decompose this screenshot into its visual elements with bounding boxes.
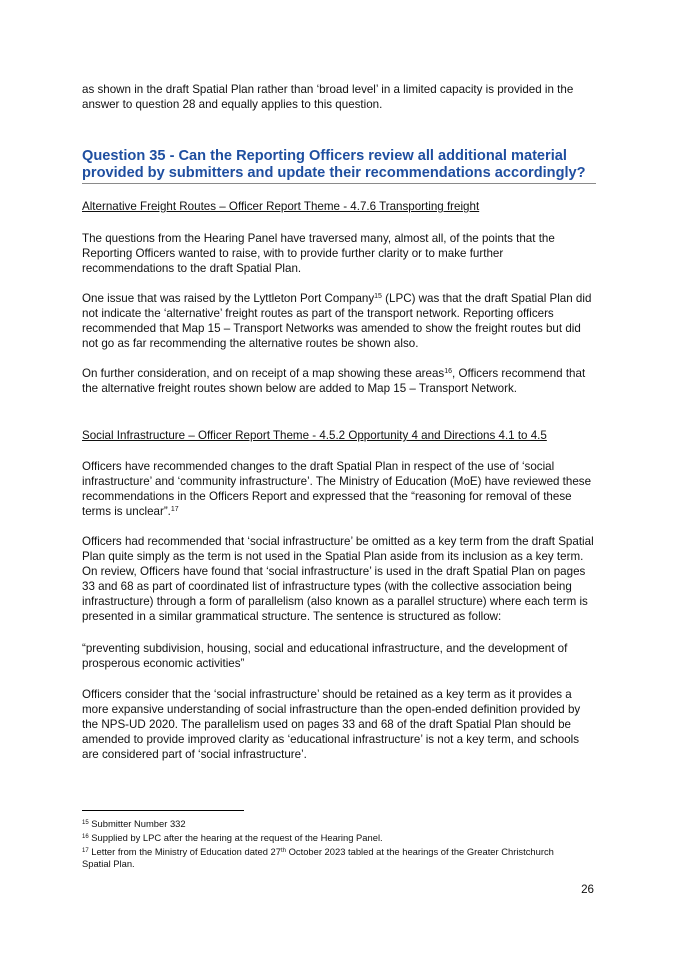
footnote-17: [82, 846, 582, 870]
quoted-sentence: “preventing subdivision, housing, social and educational infrastructure, and the development of prosperous economic activities”: [82, 642, 568, 670]
question-heading: Question 35 - Can the Reporting Officers review all additional material provided by submitters and update their recommendations accordingly?: [82, 148, 586, 181]
footnote-number: 17: [82, 848, 89, 854]
freight-paragraph-1: The questions from the Hearing Panel have traversed many, almost all, of the points that the Reporting Officers wanted to raise, with to provide further clarity or to make further recommendations to the draft Spatial Plan.: [82, 232, 555, 275]
footnote-number: 16: [82, 834, 89, 840]
freight-paragraph-2: [82, 291, 598, 351]
footnote-ref-15: 15: [374, 293, 382, 300]
freight-subheading: Alternative Freight Routes – Officer Report Theme - 4.7.6 Transporting freight: [82, 200, 480, 213]
heading-underline-rule: [82, 183, 596, 184]
freight-paragraph-3-text-b: , Officers recommend that the alternative freight routes shown below are added to Map 15 – Transport Network.: [82, 367, 586, 395]
footnote-ordinal: th: [280, 848, 286, 854]
footnote-ref-16: 16: [444, 368, 452, 375]
freight-paragraph-3: [82, 366, 598, 396]
footnote-ref-17: 17: [170, 506, 179, 513]
social-paragraph-2: Officers had recommended that ‘social infrastructure’ be omitted as a key term from the draft Spatial Plan quite simply as the term is not used in the Spatial Plan aside from its inclusion as a key term. On review, Officers have found that ‘social infrastructure’ is used in the draft Spatial Plan on pages 33 and 68 as part of coordinated list of infrastructure types (with the collective association being infrastructure) through a form of parallelism (also known as a parallel structure) where each term is presented in a similar grammatical structure. The sentence is structured as follow:: [82, 535, 594, 623]
social-subheading: Social Infrastructure – Officer Report Theme - 4.5.2 Opportunity 4 and Directions 4.1 to 4.5: [82, 429, 547, 442]
footnote-16: [82, 832, 582, 844]
footnote-text: Supplied by LPC after the hearing at the request of the Hearing Panel.: [88, 832, 383, 843]
social-paragraph-1: [82, 459, 598, 519]
footnote-text: Submitter Number 332: [88, 818, 186, 829]
intro-paragraph: as shown in the draft Spatial Plan rather than ‘broad level’ in a limited capacity is provided in the answer to question 28 and equally applies to this question.: [82, 83, 574, 111]
footnote-15: [82, 818, 582, 830]
freight-paragraph-2-text-b: (LPC) was that the draft Spatial Plan did not indicate the ‘alternative’ freight routes as part of the transport network. Reporting officers recommended that Map 15 – Transport Networks was amended to show the freight routes but did not go as far recommending the alternative routes be shown also.: [82, 292, 592, 350]
freight-paragraph-2-text-a: One issue that was raised by the Lyttleton Port Company: [82, 292, 375, 305]
footnote-text-b: October 2023 tabled at the hearings of the Greater Christchurch Spatial Plan.: [82, 846, 554, 869]
freight-paragraph-3-text-a: On further consideration, and on receipt of a map showing these areas: [82, 367, 445, 380]
footnote-separator: [82, 810, 244, 811]
footnote-number: 15: [82, 820, 89, 826]
social-paragraph-1-text: Officers have recommended changes to the draft Spatial Plan in respect of the use of ‘social infrastructure’ and ‘community infrastructure’. The Ministry of Education (MoE) have reviewed these recommendations in the Officers Report and expressed that the “reasoning for removal of these terms is unclear”.: [82, 460, 592, 518]
footnote-text-a: Letter from the Ministry of Education dated 27: [88, 846, 281, 857]
social-paragraph-3: Officers consider that the ‘social infrastructure’ should be retained as a key term as it provides a more expansive understanding of social infrastructure than the open-ended definition provided by the NPS-UD 2020. The parallelism used on pages 33 and 68 of the draft Spatial Plan should be amended to provide improved clarity as ‘educational infrastructure’ is not a key term, and schools are considered part of ‘social infrastructure’.: [82, 688, 581, 761]
page-number: 26: [581, 883, 594, 896]
